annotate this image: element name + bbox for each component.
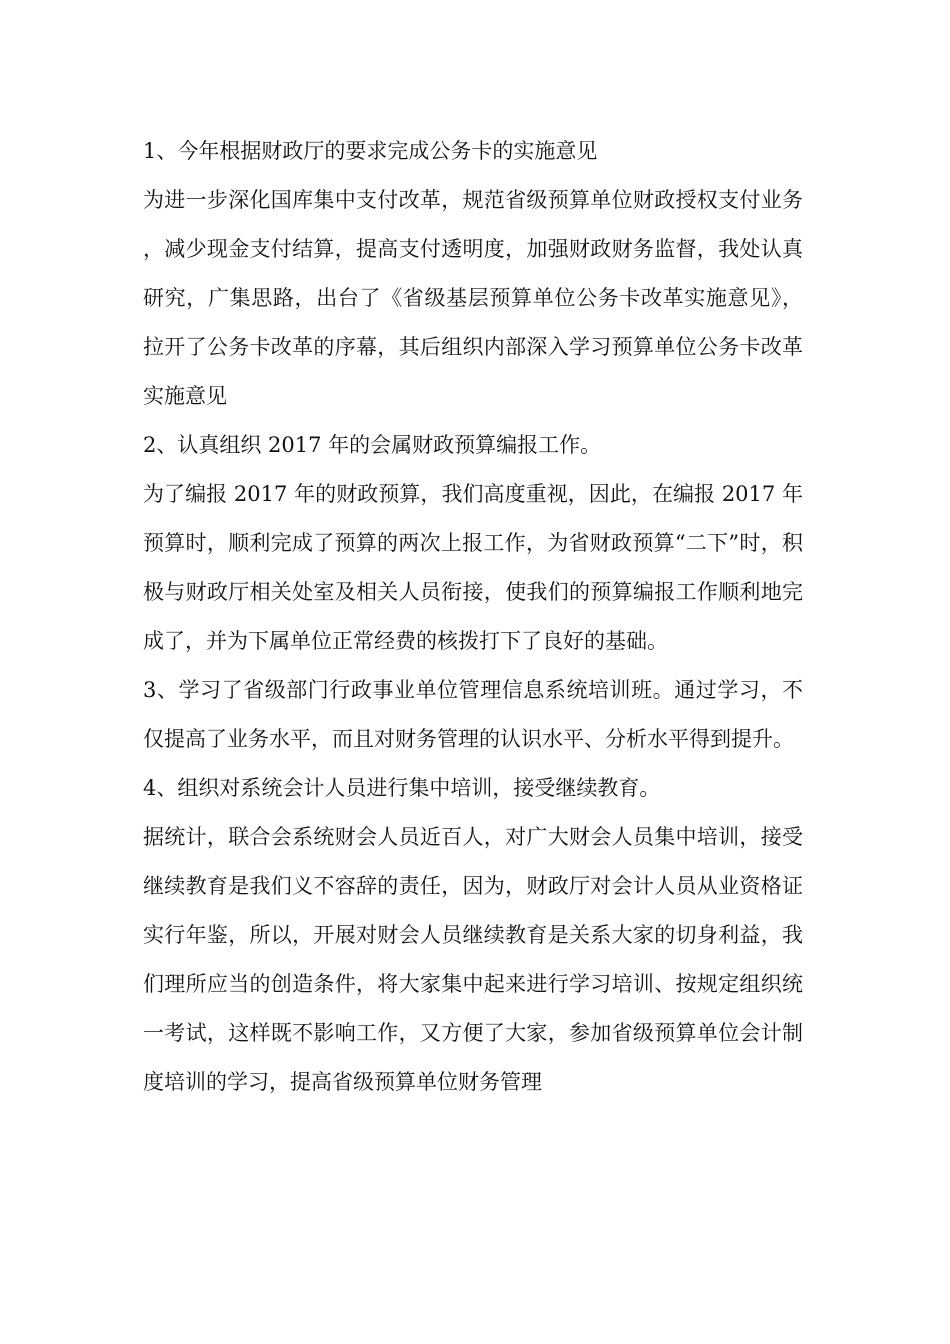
paragraph-card-reform: 为进一步深化国库集中支付改革，规范省级预算单位财政授权支付业务，减少现金支付结算，提高支付透明度，加强财政财务监督，我处认真研究，广集思路，出台了《省级基层预算单位公务卡改革实施意见》，拉开了公务卡改革的序幕，其后组织内部深入学习预算单位公务卡改革实施意见 <box>143 188 803 408</box>
paragraph-item-3-training: 3、学习了省级部门行政事业单位管理信息系统培训班。通过学习，不仅提高了业务水平，而且对财务管理的认识水平、分析水平得到提升。 <box>143 678 803 751</box>
heading-item-1: 1、今年根据财政厅的要求完成公务卡的实施意见 <box>143 139 598 163</box>
paragraph-budget: 为了编报 2017 年的财政预算，我们高度重视，因此，在编报 2017 年预算时，顺利完成了预算的两次上报工作，为省财政预算“二下”时，积极与财政厅相关处室及相关人员衔接，使我们的预算编报工作顺利地完成了，并为下属单位正常经费的核拨打下了良好的基础。 <box>143 482 803 653</box>
paragraph-continuing-education: 据统计，联合会系统财会人员近百人，对广大财会人员集中培训，接受继续教育是我们义不容辞的责任，因为，财政厅对会计人员从业资格证实行年鉴，所以，开展对财会人员继续教育是关系大家的切身利益，我们理所应当的创造条件，将大家集中起来进行学习培训、按规定组织统一考试，这样既不影响工作，又方便了大家，参加省级预算单位会计制度培训的学习，提高省级预算单位财务管理 <box>143 825 803 1094</box>
heading-item-4: 4、组织对系统会计人员进行集中培训，接受继续教育。 <box>143 776 661 800</box>
document-body <box>143 127 803 1107</box>
heading-item-2: 2、认真组织 2017 年的会属财政预算编报工作。 <box>143 433 602 457</box>
